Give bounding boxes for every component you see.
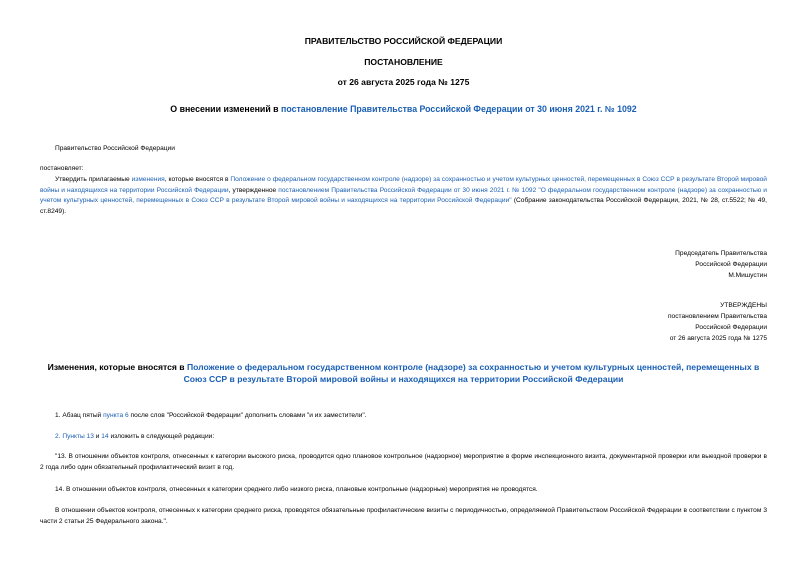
signature-block [675, 248, 767, 281]
para-text-2: , которые вносятся в [164, 176, 231, 183]
quote-point-14: 14. В отношении объектов контроля, отнесенных к категории среднего либо низкого риска, плановые контрольные (надзорные) мероприятия не проводятся. [55, 486, 538, 493]
para-text-1: Утвердить прилагаемые [55, 176, 132, 183]
changes-title-link[interactable]: Положение о федеральном государственном контроле (надзоре) за сохранностью и учетом культурных ценностей, перемещенных в Союз ССР в результате Второй мировой войны и находящихся на территории Российской Федерации [183, 362, 760, 384]
approved-line-2: постановлением Правительства [667, 313, 767, 320]
changes-title-prefix: Изменения, которые вносятся в [47, 362, 187, 372]
para-text-3: , утвержденное [228, 186, 279, 194]
approved-line-1: УТВЕРЖДЕНЫ [720, 302, 767, 309]
approved-line-4: от 26 августа 2025 года № 1275 [669, 335, 767, 342]
decides: постановляет: [40, 165, 84, 172]
main-paragraph [40, 175, 767, 217]
item2-link-14[interactable]: 14 [101, 433, 109, 440]
quote-point-13: "13. В отношении объектов контроля, отнесенных к категории высокого риска, проводится одно плановое контрольное (надзорное) мероприятие в форме инспекционного визита, документарной проверки или выездной проверки в 2 года либо один обязательный профилактический визит в год. [40, 453, 767, 471]
item2-link-13[interactable]: 2. Пункты 13 [55, 433, 94, 440]
signature-line-3: М.Мишустин [728, 272, 767, 279]
resolution-link[interactable]: постановлением Правительства Российской Федерации от 30 июня 2021 г. № 1092 "О федеральном государственном контроле (надзоре) за сохранностью и учетом культурных ценностей, перемещенных в Союз ССР в результате Второй мировой войны и находящихся на территории Российской Федерации" [40, 186, 767, 205]
signature-line-2: Российской Федерации [695, 261, 767, 268]
approved-line-3: Российской Федерации [695, 324, 767, 331]
government-heading: ПРАВИТЕЛЬСТВО РОССИЙСКОЙ ФЕДЕРАЦИИ [304, 36, 503, 46]
change-item-2 [55, 432, 214, 443]
document-type: ПОСТАНОВЛЕНИЕ [364, 57, 443, 67]
changes-title [40, 361, 767, 385]
item2-and: и [93, 433, 102, 440]
subject-prefix: О внесении изменений в [170, 104, 282, 114]
approved-block [668, 300, 767, 344]
para-text-4: (Собрание законодательства Российской Федерации, 2021, № 28, ст.5522; № 49, ст.8249). [40, 197, 767, 215]
subject-link[interactable]: постановление Правительства Российской Федерации от 30 июня 2021 г. № 1092 [281, 104, 637, 114]
item2-rest: изложить в следующей редакции: [108, 433, 215, 440]
document-date-number: от 26 августа 2025 года № 1275 [337, 77, 470, 87]
regulation-link[interactable]: Положение о федеральном государственном контроле (надзоре) за сохранностью и учетом культурных ценностей, перемещенных в Союз ССР в результате Второй мировой войны и находящихся на территории Российской Федерации [40, 176, 767, 194]
signature-line-1: Председатель Правительства [675, 250, 767, 257]
change-item-1 [55, 411, 367, 422]
issuer: Правительство Российской Федерации [55, 145, 175, 152]
item1-text-b: после слов "Российской Федерации" дополнить словами "и их заместители". [128, 412, 367, 419]
changes-link[interactable]: изменения [131, 176, 165, 183]
document-subject [0, 104, 807, 114]
item1-link[interactable]: пункта 6 [103, 412, 129, 419]
quote-point-14-paragraph-2: В отношении объектов контроля, отнесенных к категории среднего риска, проводятся обязательные профилактические визиты с периодичностью, определяемой Правительством Российской Федерации в соответствии с пунктом 3 части 2 статьи 25 Федерального закона.". [40, 507, 767, 525]
item1-text-a: 1. Абзац пятый [55, 412, 104, 419]
